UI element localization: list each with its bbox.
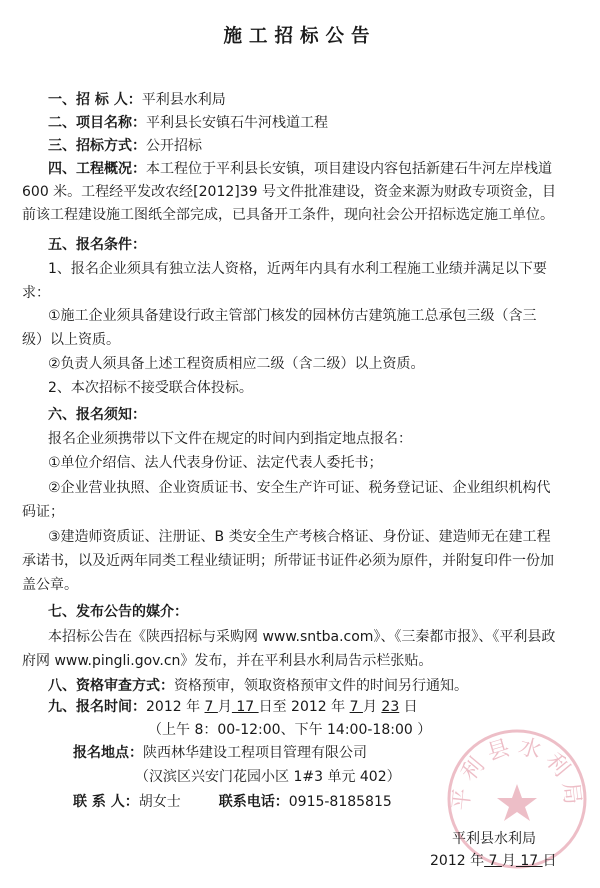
tender-method-label: 三、招标方式： — [48, 138, 146, 154]
qualification-value: 资格预审，领取资格预审文件的时间另行通知。 — [174, 678, 468, 694]
notice-p3-b: 码证； — [22, 504, 64, 520]
reg-day-start: 17 — [231, 699, 259, 715]
overview-label: 四、工程概况： — [48, 161, 146, 177]
notice-p4-a: ③建造师资质证、注册证、B 类安全生产考核合格证、身份证、建造师无在建工程 — [48, 529, 551, 545]
tenderer-value: 平利县水利局 — [141, 92, 226, 108]
overview-line-2: 600 米。工程经平发改农经[2012]39 号文件批准建设，资金来源为财政专项资金，目 — [22, 184, 556, 200]
footer-date: 2012 年 7 月 17 日 — [430, 853, 557, 869]
qualification-label: 八、资格审查方式： — [48, 678, 174, 694]
place-label: 报名地点： — [73, 745, 143, 761]
registration-hours: （上午 8：00-12:00、下午 14:00-18:00 ） — [148, 722, 432, 738]
conditions-p2-a: ①施工企业须具备建设行政主管部门核发的园林仿古建筑施工总承包三级（含三 — [48, 308, 537, 324]
tenderer-label: 一、招 标 人： — [48, 92, 142, 108]
project-name-value: 平利县长安镇石牛河栈道工程 — [146, 115, 328, 131]
section-qualification — [0, 675, 600, 697]
conditions-p1-b: 求： — [22, 285, 50, 301]
footer-issuer: 平利县水利局 — [452, 831, 536, 847]
media-p1-a: 本招标公告在《陕西招标与采购网 www.sntba.com》、《三秦都市报》、《平利县政 — [48, 629, 556, 645]
conditions-p4: 2、本次招标不接受联合体投标。 — [48, 380, 253, 396]
section-project-name — [0, 112, 600, 134]
notice-p3-a: ②企业营业执照、企业资质证书、安全生产许可证、税务登记证、企业组织机构代 — [48, 480, 551, 496]
media-p1-b: 府网 www.pingli.gov.cn》发布，并在平利县水利局告示栏张贴。 — [22, 653, 433, 669]
page-title: 施工招标公告 — [223, 26, 377, 47]
section-tender-method — [0, 135, 600, 157]
conditions-p3: ②负责人须具备上述工程资质相应二级（含二级）以上资质。 — [48, 356, 425, 372]
conditions-p2-b: 级）以上资质。 — [22, 332, 120, 348]
reg-month-end: 7 — [349, 699, 363, 715]
notice-p2: ①单位介绍信、法人代表身份证、法定代表人委托书； — [48, 455, 383, 471]
place-value: 陕西林华建设工程项目管理有限公司 — [143, 745, 367, 761]
reg-day-end: 23 — [381, 699, 400, 715]
section-registration-time: 九、报名时间：2012 年 7 月 17 日至 2012 年 7 月 23 日 — [48, 699, 418, 715]
conditions-label: 五、报名条件： — [48, 237, 146, 253]
project-name-label: 二、项目名称： — [48, 115, 146, 131]
section-tenderer — [0, 89, 600, 111]
place-address: （汉滨区兴安门花园小区 1#3 单元 402） — [135, 769, 401, 785]
notice-p4-c: 盖公章。 — [22, 577, 78, 593]
notice-label: 六、报名须知： — [48, 407, 146, 423]
registration-time-label: 九、报名时间： — [48, 699, 146, 715]
footer-month: 7 — [484, 853, 502, 869]
footer-day: 17 — [515, 853, 543, 869]
contact-phone: 0915-8185815 — [288, 794, 392, 810]
seal-text: 平利县水利局 — [448, 734, 586, 812]
tender-method-value: 公开招标 — [146, 138, 202, 154]
reg-year-start: 2012 年 — [146, 699, 205, 715]
media-label: 七、发布公告的媒介： — [48, 604, 188, 620]
conditions-p1-a: 1、报名企业须具有独立法人资格，近两年内具有水利工程施工业绩并满足以下要 — [48, 261, 547, 277]
overview-line-1: 本工程位于平利县长安镇，项目建设内容包括新建石牛河左岸栈道 — [146, 161, 552, 177]
contact-person-label: 联 系 人： — [73, 794, 139, 810]
notice-p4-b: 承诺书，以及近两年同类工程业绩证明；所带证书证件必须为原件，并附复印件一份加 — [22, 553, 554, 569]
notice-p1: 报名企业须携带以下文件在规定的时间内到指定地点报名： — [48, 431, 412, 447]
section-overview — [0, 158, 600, 180]
contact-person: 胡女士 — [138, 794, 181, 810]
overview-line-3: 前该工程建设施工图纸全部完成，已具备开工条件，现向社会公开招标选定施工单位。 — [22, 207, 554, 223]
reg-month-start: 7 — [204, 699, 218, 715]
contact-phone-label: 联系电话： — [218, 794, 289, 810]
